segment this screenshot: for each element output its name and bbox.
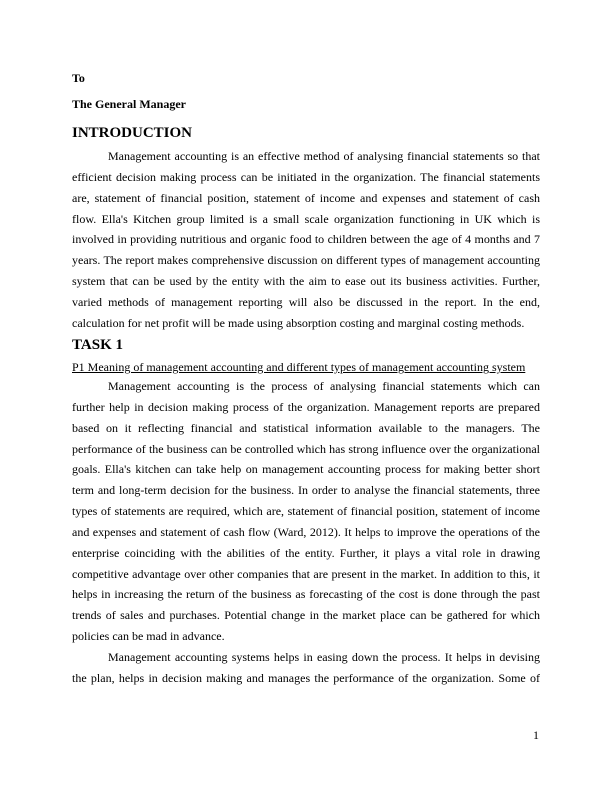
- text-line: the plan, helps in decision making and manages the performance of the organization. Some of: [72, 670, 540, 685]
- introduction-heading: INTRODUCTION: [72, 125, 193, 141]
- task1-heading: TASK 1: [72, 337, 123, 353]
- text-line: term and long-term decision for the business. In order to analyse the financial statements, three: [72, 483, 540, 498]
- introduction-paragraph: [72, 146, 540, 334]
- task1-paragraph-2: [72, 647, 540, 689]
- text-line: and expenses and statement of cash flow (Ward, 2012). It helps to improve the operations of the: [72, 524, 540, 539]
- text-line: Management accounting is an effective method of analysing financial statements so that: [108, 149, 540, 163]
- task1-subheading: P1 Meaning of management accounting and different types of management accounting system: [72, 360, 526, 374]
- text-line: efficient decision making process can be initiated in the organization. The financial statements: [72, 169, 540, 184]
- text-line: are, statement of financial position, statement of income and expenses and statement of cash: [72, 190, 540, 205]
- text-line: competitive advantage over other companies that are present in the market. In addition to this, it: [72, 566, 540, 581]
- text-line: based on it reflecting financial and statistical information available to the managers. The: [72, 420, 540, 435]
- text-line: varied methods of management reporting will also be discussed in the report. In the end,: [72, 294, 540, 309]
- task1-paragraph-1: [72, 376, 540, 647]
- text-line: further help in decision making process of the organization. Management reports are prepared: [72, 399, 540, 414]
- text-line: system that can be used by the entity with the aim to ease out its business activities. Further,: [72, 274, 540, 289]
- text-line: types of statements are required, which are, statement of financial position, statement of income: [72, 504, 540, 519]
- text-line: goals. Ella's kitchen can take help on management accounting process for making better short: [72, 462, 540, 477]
- page-number: 1: [533, 728, 539, 742]
- text-line: performance of the business can be controlled which has strong influence over the organizational: [72, 441, 540, 456]
- text-line: trends of sales and purchases. Potential change in the market place can be gathered for which: [72, 608, 540, 623]
- text-line: enterprise coinciding with the abilities of the entity. Further, it plays a vital role in drawing: [72, 545, 540, 560]
- text-line: flow. Ella's Kitchen group limited is a small scale organization functioning in UK which is: [72, 211, 540, 226]
- recipient-label: The General Manager: [72, 97, 186, 111]
- text-line: Management accounting systems helps in easing down the process. It helps in devising: [108, 650, 540, 664]
- to-label: To: [72, 71, 85, 85]
- text-line: calculation for net profit will be made using absorption costing and marginal costing methods.: [72, 315, 525, 330]
- text-line: years. The report makes comprehensive discussion on different types of management accounting: [72, 253, 540, 268]
- text-line: policies can be mad in advance.: [72, 629, 225, 644]
- text-line: Management accounting is the process of analysing financial statements which can: [108, 379, 540, 393]
- text-line: helps in increasing the return of the business as forecasting of the cost is done through the past: [72, 587, 540, 602]
- text-line: involved in providing nutritious and organic food to children between the age of 4 months and 7: [72, 232, 540, 247]
